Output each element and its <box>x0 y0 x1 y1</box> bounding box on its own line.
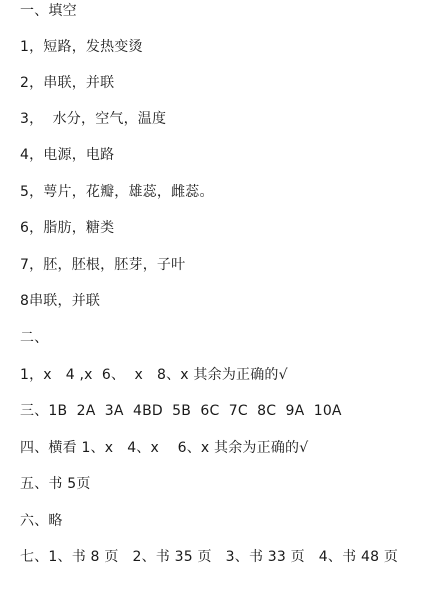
section-three-answers: 三、1B 2A 3A 4BD 5B 6C 7C 8C 9A 10A <box>20 403 342 419</box>
answer-line-5: 5，萼片，花瓣，雄蕊，雌蕊。 <box>20 184 214 200</box>
section-four-answers: 四、横看 1、x 4、x 6、x 其余为正确的√ <box>20 440 309 456</box>
answer-line-7: 7，胚，胚根，胚芽，子叶 <box>20 257 186 273</box>
section-five-answer: 五、书 5页 <box>20 476 91 492</box>
section-fill-in-heading: 一、填空 <box>20 3 77 19</box>
answer-line-4: 4，电源，电路 <box>20 147 115 163</box>
answer-line-3: 3， 水分，空气，温度 <box>20 111 167 127</box>
answer-line-6: 6，脂肪，糖类 <box>20 220 115 236</box>
section-two-heading: 二、 <box>20 330 49 346</box>
answer-line-2: 2，串联，并联 <box>20 75 115 91</box>
section-seven-answers: 七、1、书 8 页 2、书 35 页 3、书 33 页 4、书 48 页 <box>20 549 399 565</box>
answer-line-1: 1，短路，发热变烫 <box>20 39 143 55</box>
answer-line-8: 8串联，并联 <box>20 293 101 309</box>
section-six-answer: 六、略 <box>20 513 63 529</box>
section-two-answers: 1，x 4 ,x 6、 x 8、x 其余为正确的√ <box>20 367 288 383</box>
